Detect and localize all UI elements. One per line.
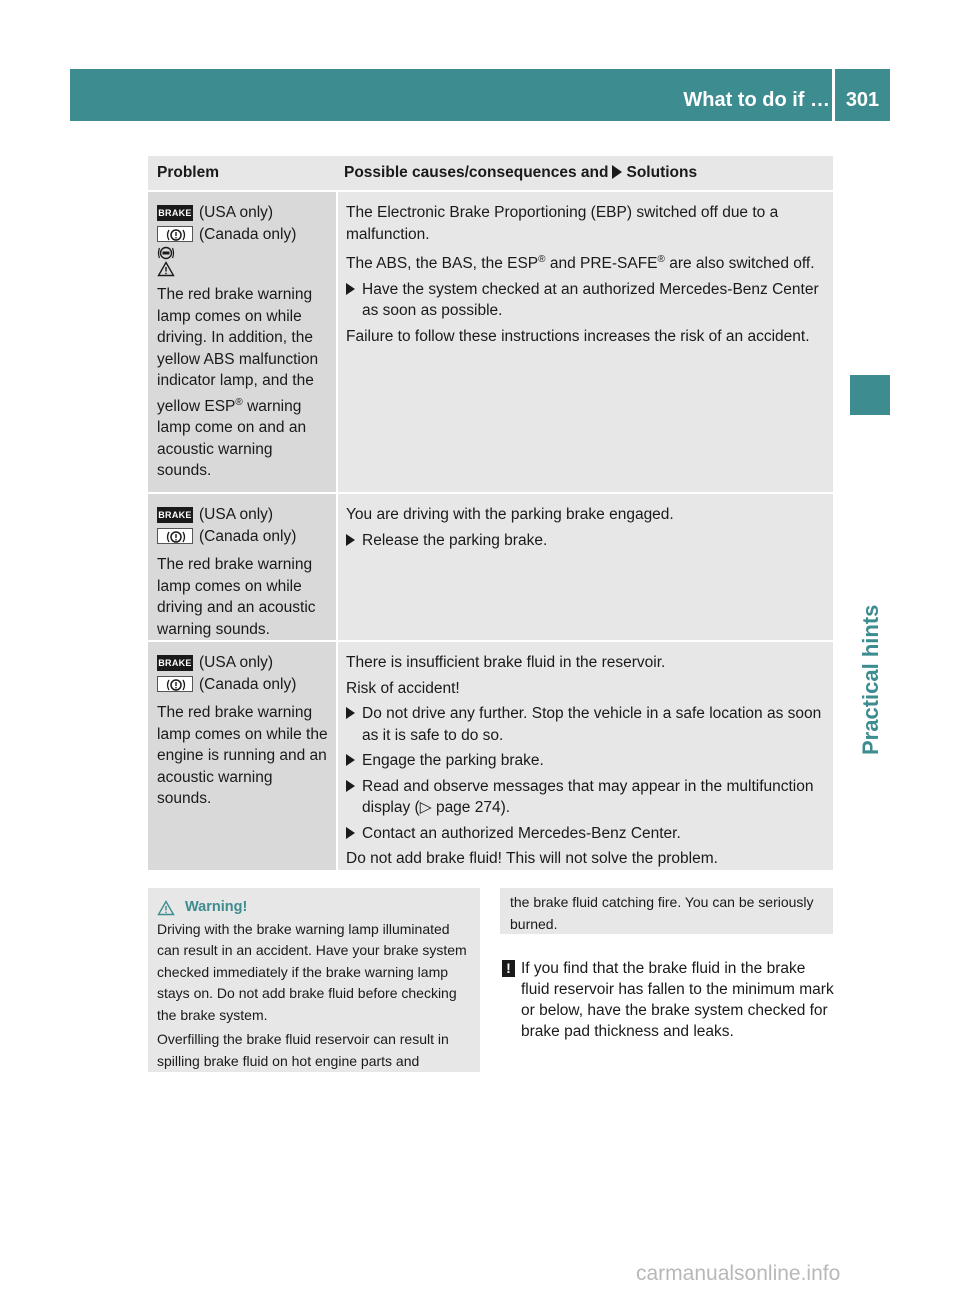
warning-text: Driving with the brake warning lamp illuminated can result in an accident. Have your brake system checked immediately if the brake warning lamp stays on. Do not add brake fluid before checking the brake system.: [157, 920, 467, 1023]
step-arrow-icon: [346, 780, 355, 792]
step-arrow-icon: [346, 827, 355, 839]
list-item: Read and observe messages that may appear in the multifunction display (▷ page 274).: [346, 776, 827, 819]
solution-cell: There is insufficient brake fluid in the reservoir. Risk of accident! Do not drive any further. Stop the vehicle in a safe location as soon as it is safe to do so. Engage the parking brake. Read and observe messages that may appear in the multifunction display (▷ page 274). Contact an authorized Mercedes-Benz Center. Do not add brake fluid! This will not solve the problem.: [336, 642, 833, 870]
warning-triangle-icon: [157, 900, 175, 916]
step-arrow-icon: [346, 707, 355, 719]
watermark: carmanualsonline.info: [636, 1262, 841, 1285]
list-item: Contact an authorized Mercedes-Benz Center.: [346, 823, 827, 845]
side-tab-label: Practical hints: [858, 604, 883, 755]
section-title: What to do if …: [683, 89, 830, 111]
table-row: [148, 192, 833, 494]
problem-cell: BRAKE (USA only) (Canada only) The red brake warning lamp comes on while the engine is running and an acoustic warning sounds.: [148, 642, 336, 870]
list-item: Engage the parking brake.: [346, 750, 827, 772]
step-arrow-icon: [346, 283, 355, 295]
brake-lamp-icon: BRAKE: [157, 655, 193, 671]
arrow-right-icon: [612, 165, 622, 179]
problem-cell: BRAKE (USA only) (Canada only) The red brake warning lamp comes on while driving and an acoustic warning sounds.: [148, 494, 336, 640]
brake-lamp-icon: BRAKE: [157, 507, 193, 523]
column-header-problem: Problem: [157, 164, 220, 181]
warning-text: Overfilling the brake fluid reservoir can result in spilling brake fluid on hot engine parts and: [157, 1031, 449, 1069]
esp-warning-triangle-icon: [157, 261, 175, 277]
exclamation-icon: !: [502, 960, 515, 977]
solution-cell: You are driving with the parking brake engaged. Release the parking brake.: [336, 494, 833, 640]
side-tab-marker: [850, 375, 890, 415]
step-arrow-icon: [346, 754, 355, 766]
step-arrow-icon: [346, 534, 355, 546]
side-tab: [855, 604, 887, 755]
table-row: [148, 642, 833, 872]
list-item: Do not drive any further. Stop the vehicle in a safe location as soon as it is safe to do so.: [346, 703, 827, 746]
page-number: 301: [845, 89, 880, 111]
header-bar: [70, 69, 890, 121]
list-item: Have the system checked at an authorized Mercedes-Benz Center as soon as possible.: [346, 279, 827, 322]
warning-text: the brake fluid catching fire. You can be seriously burned.: [510, 894, 814, 932]
problem-description: The red brake warning lamp comes on while driving and an acoustic warning sounds.: [157, 556, 316, 638]
column-header-solutions: Possible causes/consequences and Solutions: [344, 164, 698, 181]
table-header: [148, 156, 833, 192]
table-row: [148, 494, 833, 642]
brake-warning-circle-icon: [157, 226, 193, 242]
warning-title: Warning!: [185, 899, 248, 915]
list-item: Release the parking brake.: [346, 530, 827, 552]
brake-warning-circle-icon: [157, 676, 193, 692]
warning-box: [148, 888, 480, 1072]
problem-description: The red brake warning lamp comes on while driving. In addition, the yellow ABS malfunction indicator lamp, and the yellow ESP® warning lamp come on and an acoustic warning sounds.: [157, 286, 319, 480]
problem-cell: BRAKE (USA only) (Canada only) The red brake warning lamp comes on while driving. In addition, the yellow ABS malfunction indicator lamp, and the yellow ESP® warning lamp come on and an acoustic warning sounds.: [148, 192, 336, 492]
abs-icon: [157, 245, 175, 261]
problem-table: [148, 156, 833, 872]
solution-cell: The Electronic Brake Proportioning (EBP) switched off due to a malfunction. The ABS, the BAS, the ESP® and PRE-SAFE® are also switched off. Have the system checked at an authorized Mercedes-Benz Center as soon as possible. Failure to follow these instructions increases the risk of an accident.: [336, 192, 833, 492]
brake-lamp-icon: BRAKE: [157, 205, 193, 221]
problem-description: The red brake warning lamp comes on while the engine is running and an acoustic warning sounds.: [157, 704, 328, 807]
warning-box-continued: [500, 888, 833, 934]
brake-warning-circle-icon: [157, 528, 193, 544]
note: [500, 958, 835, 1042]
note-text: If you find that the brake fluid in the brake fluid reservoir has fallen to the minimum mark or below, have the brake system checked for brake pad thickness and leaks.: [521, 960, 834, 1040]
page-reference: ▷ page 274: [419, 799, 501, 816]
